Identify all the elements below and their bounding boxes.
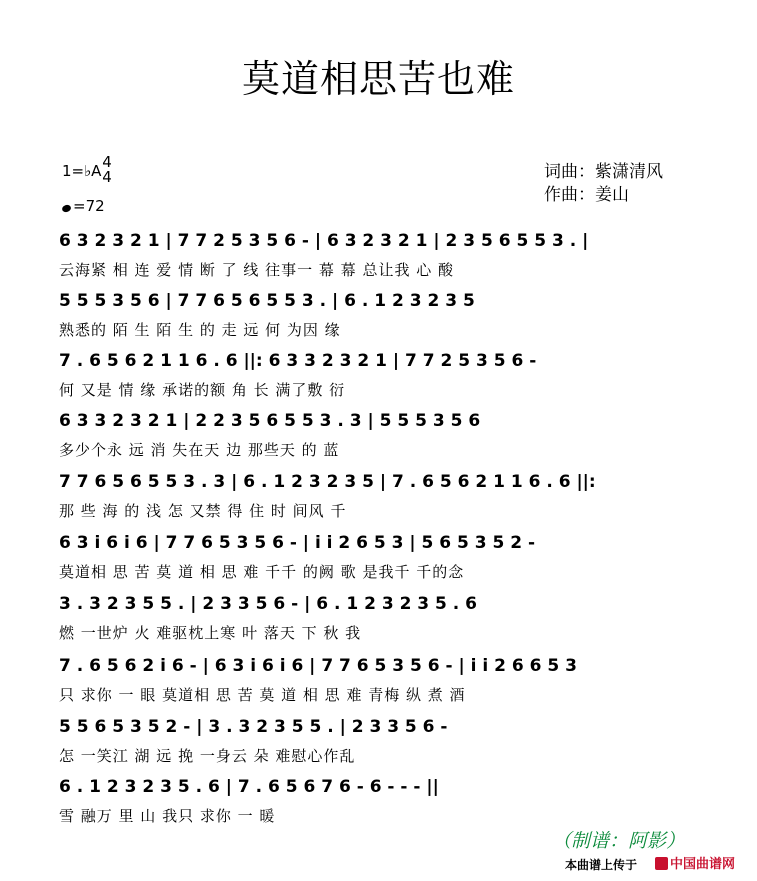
lyric-line: 莫道相 思 苦 莫 道 相 思 难 千千 的阙 歌 是我千 千的念 [59, 563, 465, 581]
arranger-credit: （制谱：阿影） [552, 830, 686, 852]
notation-line: 5 5 6 5 3 5 2 - | 3 . 3 2 3 5 5 . | 2 3 3 5 6 - [59, 717, 448, 737]
lyric-line: 只 求你 一 眼 莫道相 思 苦 莫 道 相 思 难 青梅 纵 煮 酒 [59, 686, 466, 704]
upload-note: 本曲谱上传于 [565, 858, 638, 872]
lyric-line: 多少个永 远 消 失在天 边 那些天 的 蓝 [59, 441, 340, 459]
key-signature: 1=♭A [62, 162, 102, 180]
notation-line: 7 7 6 5 6 5 5 3 . 3 | 6 . 1 2 3 2 3 5 | 7 . 6 5 6 2 1 1 6 . 6 ||: [59, 472, 596, 492]
notation-line: 5 5 5 3 5 6 | 7 7 6 5 6 5 5 3 . | 6 . 1 2 3 2 3 5 [59, 291, 475, 311]
notation-line: 6 3 2 3 2 1 | 7 7 2 5 3 5 6 - | 6 3 2 3 2 1 | 2 3 5 6 5 5 3 . | [59, 231, 589, 251]
site-logo[interactable] [655, 853, 735, 872]
notation-line: 6 3 3 2 3 2 1 | 2 2 3 5 6 5 5 3 . 3 | 5 5 5 3 5 6 [59, 411, 481, 431]
tempo-marking [62, 197, 105, 215]
lyric-line: 熟悉的 陌 生 陌 生 的 走 远 何 为因 缘 [59, 321, 341, 339]
score-title: 莫道相思苦也难 [241, 57, 515, 101]
quarter-note-icon [61, 204, 72, 214]
notation-line: 6 . 1 2 3 2 3 5 . 6 | 7 . 6 5 6 7 6 - 6 - - - || [59, 777, 439, 797]
lyric-line: 怎 一笑江 湖 远 挽 一身云 朵 难慰心作乱 [59, 747, 356, 765]
notation-line: 7 . 6 5 6 2 1 1 6 . 6 ||: 6 3 3 2 3 2 1 | 7 7 2 5 3 5 6 - [59, 351, 537, 371]
lyric-line: 燃 一世炉 火 难驱枕上寒 叶 落天 下 秋 我 [59, 624, 362, 642]
site-name: 中国曲谱网 [670, 857, 736, 872]
lyricist-credit: 词曲：紫潇清风 [544, 162, 663, 182]
time-signature [101, 155, 113, 185]
notation-line: 6 3 i 6 i 6 | 7 7 6 5 3 5 6 - | i i 2 6 5 3 | 5 6 5 3 5 2 - [59, 533, 536, 553]
notation-line: 3 . 3 2 3 5 5 . | 2 3 3 5 6 - | 6 . 1 2 3 2 3 5 . 6 [59, 594, 478, 614]
composer-credit: 作曲：姜山 [544, 185, 629, 205]
tempo-value: =72 [73, 197, 105, 215]
meter-bottom: 4 [102, 168, 112, 186]
lyric-line: 云海紧 相 连 爱 情 断 了 线 往事一 幕 幕 总让我 心 酸 [59, 261, 454, 279]
meter-top: 4 [102, 153, 112, 171]
site-logo-icon [655, 857, 668, 870]
lyric-line: 那 些 海 的 浅 怎 又禁 得 住 时 间风 千 [59, 502, 347, 520]
notation-line: 7 . 6 5 6 2 i 6 - | 6 3 i 6 i 6 | 7 7 6 5 3 5 6 - | i i 2 6 6 5 3 [59, 656, 577, 676]
credits [544, 161, 663, 207]
lyric-line: 雪 融万 里 山 我只 求你 一 暖 [59, 807, 276, 825]
lyric-line: 何 又是 情 缘 承诺的额 角 长 满了敷 衍 [59, 381, 346, 399]
